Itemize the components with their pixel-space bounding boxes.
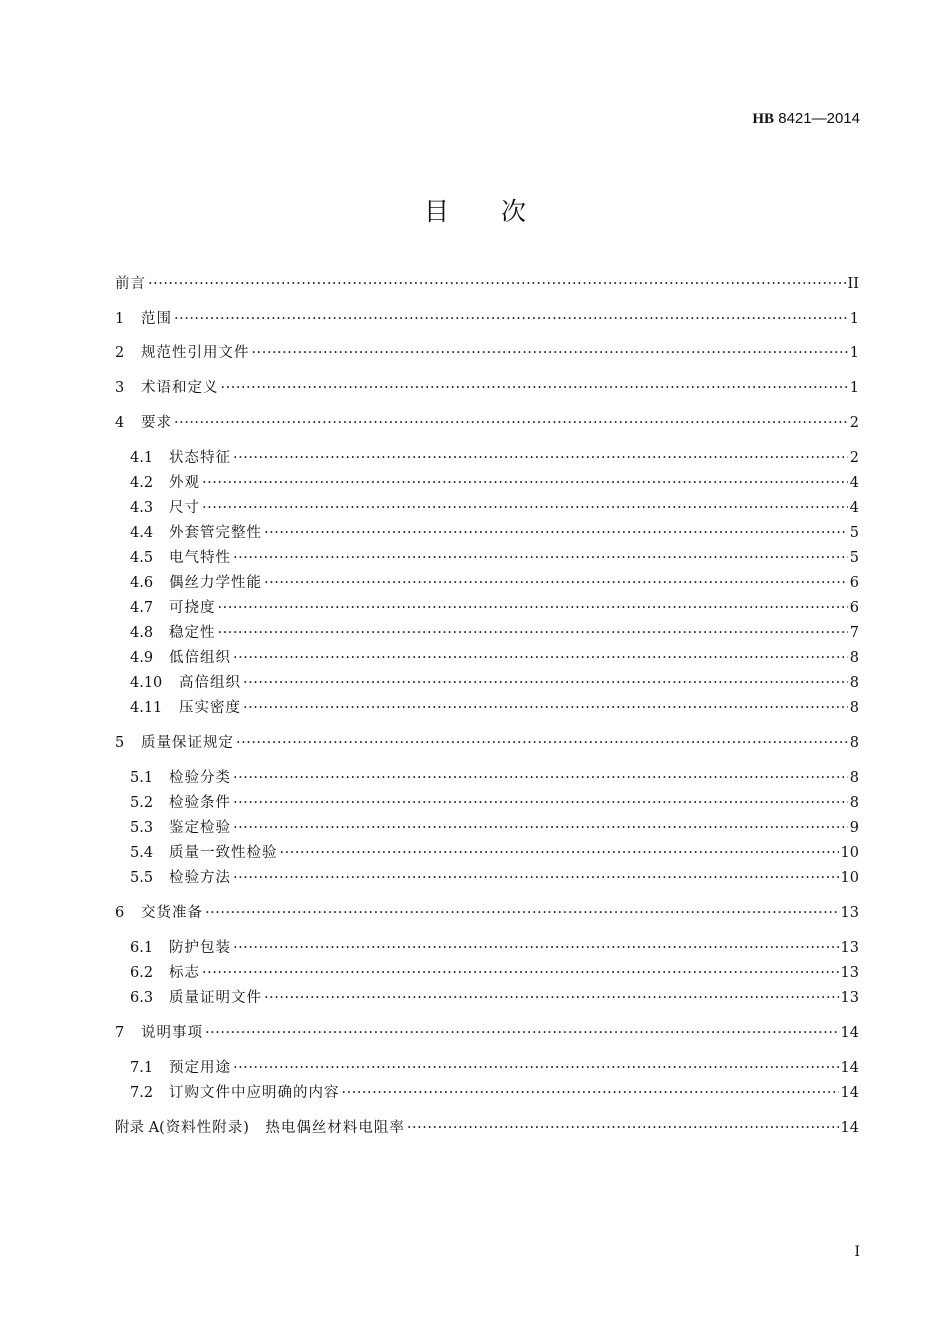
toc-entry-4-5[interactable] bbox=[130, 547, 859, 569]
toc-entry-number: 6.3 bbox=[130, 990, 154, 1006]
toc-entry-page: 2 bbox=[849, 450, 859, 466]
toc-entry-number: 4.9 bbox=[130, 650, 154, 666]
toc-entry-page: 13 bbox=[840, 905, 859, 921]
toc-entry-title: 外观 bbox=[169, 475, 200, 491]
toc-entry-number: 4.10 bbox=[130, 675, 163, 691]
toc-entry-number: 4.7 bbox=[130, 600, 154, 616]
dot-leader bbox=[407, 1117, 839, 1139]
toc-entry-number: 4 bbox=[115, 415, 125, 431]
toc-entry-number: 4.8 bbox=[130, 625, 154, 641]
toc-entry-title: 鉴定检验 bbox=[169, 820, 231, 836]
toc-entry-title: 检验条件 bbox=[169, 795, 231, 811]
toc-entry-number: 4.5 bbox=[130, 550, 154, 566]
toc-entry-number: 4.1 bbox=[130, 450, 154, 466]
toc-entry-4-10[interactable] bbox=[130, 672, 859, 694]
standard-number: 8421—2014 bbox=[778, 110, 860, 127]
dot-leader bbox=[233, 937, 839, 959]
toc-entry-page: 1 bbox=[849, 311, 859, 327]
toc-entry-number: 4.6 bbox=[130, 575, 154, 591]
dot-leader bbox=[174, 308, 848, 330]
toc-entry-page: 6 bbox=[849, 600, 859, 616]
dot-leader bbox=[205, 902, 839, 924]
toc-entry-title: 检验分类 bbox=[169, 770, 231, 786]
toc-entry-title: 术语和定义 bbox=[141, 380, 219, 396]
dot-leader bbox=[218, 622, 848, 644]
toc-entry-title: 防护包装 bbox=[169, 940, 231, 956]
dot-leader bbox=[342, 1082, 839, 1104]
toc-entry-4-11[interactable] bbox=[130, 697, 859, 719]
dot-leader bbox=[264, 522, 848, 544]
dot-leader bbox=[202, 472, 848, 494]
toc-entry-page: 2 bbox=[849, 415, 859, 431]
toc-entry-4[interactable] bbox=[115, 412, 859, 434]
toc-entry-page: 1 bbox=[849, 380, 859, 396]
toc-entry-1[interactable] bbox=[115, 308, 859, 330]
dot-leader bbox=[233, 792, 848, 814]
toc-entry-title: 质量证明文件 bbox=[169, 990, 262, 1006]
toc-entry-title: 电气特性 bbox=[169, 550, 231, 566]
toc-entry-2[interactable] bbox=[115, 342, 859, 364]
dot-leader bbox=[233, 867, 839, 889]
toc-entry-number: 3 bbox=[115, 380, 125, 396]
toc-entry-title: 检验方法 bbox=[169, 870, 231, 886]
toc-entry-7-2[interactable] bbox=[130, 1082, 859, 1104]
toc-entry-number: 5 bbox=[115, 735, 125, 751]
toc-entry-page: 14 bbox=[840, 1085, 859, 1101]
toc-entry-number: 7.2 bbox=[130, 1085, 154, 1101]
page-number: I bbox=[854, 1244, 860, 1260]
toc-entry-number: 7.1 bbox=[130, 1060, 154, 1076]
toc-entry-page: 4 bbox=[849, 475, 859, 491]
toc-entry-appendix-a[interactable] bbox=[115, 1117, 859, 1139]
page-title: 目次 bbox=[423, 197, 578, 226]
toc-entry-number: 7 bbox=[115, 1025, 125, 1041]
toc-entry-4-6[interactable] bbox=[130, 572, 859, 594]
toc-entry-4-7[interactable] bbox=[130, 597, 859, 619]
toc-entry-page: 6 bbox=[849, 575, 859, 591]
dot-leader bbox=[233, 547, 848, 569]
toc-entry-7-1[interactable] bbox=[130, 1057, 859, 1079]
toc-entry-title: 尺寸 bbox=[169, 500, 200, 516]
standard-prefix: HB bbox=[752, 111, 775, 127]
toc-entry-page: 14 bbox=[840, 1060, 859, 1076]
toc-entry-title: 交货准备 bbox=[141, 905, 203, 921]
toc-entry-page: 4 bbox=[849, 500, 859, 516]
toc-entry-title: 压实密度 bbox=[179, 700, 241, 716]
dot-leader bbox=[202, 497, 848, 519]
dot-leader bbox=[233, 447, 848, 469]
dot-leader bbox=[264, 987, 839, 1009]
standard-code bbox=[752, 110, 860, 128]
toc-entry-title: 偶丝力学性能 bbox=[169, 575, 262, 591]
toc-entry-number: 2 bbox=[115, 345, 125, 361]
toc-entry-number: 5.4 bbox=[130, 845, 154, 861]
toc-entry-title: 范围 bbox=[141, 311, 172, 327]
toc-entry-title: 规范性引用文件 bbox=[141, 345, 250, 361]
toc-entry-6-2[interactable] bbox=[130, 962, 859, 984]
dot-leader bbox=[233, 647, 848, 669]
toc-entry-page: 1 bbox=[849, 345, 859, 361]
toc-entry-title: 质量一致性检验 bbox=[169, 845, 278, 861]
dot-leader bbox=[148, 273, 846, 295]
toc-entry-number: 5.5 bbox=[130, 870, 154, 886]
toc-entry-title: 状态特征 bbox=[169, 450, 231, 466]
toc-entry-title: 低倍组织 bbox=[169, 650, 231, 666]
toc-entry-page: 8 bbox=[849, 770, 859, 786]
dot-leader bbox=[280, 842, 839, 864]
toc-entry-page: 10 bbox=[840, 845, 859, 861]
toc-entry-number: 5.2 bbox=[130, 795, 154, 811]
toc-entry-5-3[interactable] bbox=[130, 817, 859, 839]
toc-entry-7[interactable] bbox=[115, 1022, 859, 1044]
toc-entry-title: 要求 bbox=[141, 415, 172, 431]
dot-leader bbox=[218, 597, 848, 619]
dot-leader bbox=[221, 377, 848, 399]
toc-entry-5-2[interactable] bbox=[130, 792, 859, 814]
dot-leader bbox=[205, 1022, 839, 1044]
toc-entry-number: 6.1 bbox=[130, 940, 154, 956]
toc-entry-page: 7 bbox=[849, 625, 859, 641]
toc-entry-3[interactable] bbox=[115, 377, 859, 399]
toc-entry-title: 订购文件中应明确的内容 bbox=[169, 1085, 340, 1101]
toc-entry-title: 外套管完整性 bbox=[169, 525, 262, 541]
toc-entry-4-3[interactable] bbox=[130, 497, 859, 519]
toc-entry-4-9[interactable] bbox=[130, 647, 859, 669]
toc-entry-5-1[interactable] bbox=[130, 767, 859, 789]
toc-entry-number: 1 bbox=[115, 311, 125, 327]
toc-entry-4-4[interactable] bbox=[130, 522, 859, 544]
toc-entry-4-1[interactable] bbox=[130, 447, 859, 469]
toc-entry-number: 6 bbox=[115, 905, 125, 921]
toc-entry-6-1[interactable] bbox=[130, 937, 859, 959]
dot-leader bbox=[243, 672, 848, 694]
toc-entry-title: 标志 bbox=[169, 965, 200, 981]
toc-entry-number: 4.3 bbox=[130, 500, 154, 516]
toc-entry-page: 13 bbox=[840, 940, 859, 956]
toc-entry-6-3[interactable] bbox=[130, 987, 859, 1009]
toc-entry-title: 可挠度 bbox=[169, 600, 216, 616]
toc-entry-title: 高倍组织 bbox=[179, 675, 241, 691]
toc-entry-number: 4.2 bbox=[130, 475, 154, 491]
dot-leader bbox=[233, 1057, 839, 1079]
toc-entry-page: 5 bbox=[849, 525, 859, 541]
dot-leader bbox=[233, 817, 848, 839]
toc-entry-page: 8 bbox=[849, 675, 859, 691]
toc-entry-number: 5.1 bbox=[130, 770, 154, 786]
toc-entry-foreword[interactable] bbox=[115, 273, 859, 295]
dot-leader bbox=[236, 732, 848, 754]
dot-leader bbox=[243, 697, 848, 719]
toc-entry-5-5[interactable] bbox=[130, 867, 859, 889]
toc-entry-page: 14 bbox=[840, 1025, 859, 1041]
toc-entry-page: 8 bbox=[849, 735, 859, 751]
dot-leader bbox=[264, 572, 848, 594]
toc-entry-page: 14 bbox=[840, 1120, 859, 1136]
toc-entry-title: 预定用途 bbox=[169, 1060, 231, 1076]
toc-entry-page: 10 bbox=[840, 870, 859, 886]
toc-entry-page: 8 bbox=[849, 650, 859, 666]
toc-entry-title: 稳定性 bbox=[169, 625, 216, 641]
toc-entry-page: 5 bbox=[849, 550, 859, 566]
toc-entry-page: 13 bbox=[840, 990, 859, 1006]
toc-entry-5-4[interactable] bbox=[130, 842, 859, 864]
toc-entry-page: 8 bbox=[849, 795, 859, 811]
toc-entry-5[interactable] bbox=[115, 732, 859, 754]
toc-entry-title: 说明事项 bbox=[141, 1025, 203, 1041]
dot-leader bbox=[174, 412, 848, 434]
toc-entry-title: (资料性附录) 热电偶丝材料电阻率 bbox=[159, 1120, 405, 1136]
toc-entry-number: 5.3 bbox=[130, 820, 154, 836]
toc-entry-page: 13 bbox=[840, 965, 859, 981]
dot-leader bbox=[233, 767, 848, 789]
toc-entry-title: 质量保证规定 bbox=[141, 735, 234, 751]
toc-entry-page: 8 bbox=[849, 700, 859, 716]
toc-entry-number: 附录 A bbox=[115, 1120, 160, 1136]
toc-entry-number: 4.11 bbox=[130, 700, 163, 716]
toc-entry-4-2[interactable] bbox=[130, 472, 859, 494]
toc-entry-number: 6.2 bbox=[130, 965, 154, 981]
toc-entry-number: 4.4 bbox=[130, 525, 154, 541]
toc-entry-title: 前言 bbox=[115, 276, 146, 292]
toc-entry-4-8[interactable] bbox=[130, 622, 859, 644]
toc-entry-6[interactable] bbox=[115, 902, 859, 924]
dot-leader bbox=[252, 342, 848, 364]
toc-entry-page: II bbox=[847, 276, 859, 292]
dot-leader bbox=[202, 962, 839, 984]
toc-entry-page: 9 bbox=[849, 820, 859, 836]
